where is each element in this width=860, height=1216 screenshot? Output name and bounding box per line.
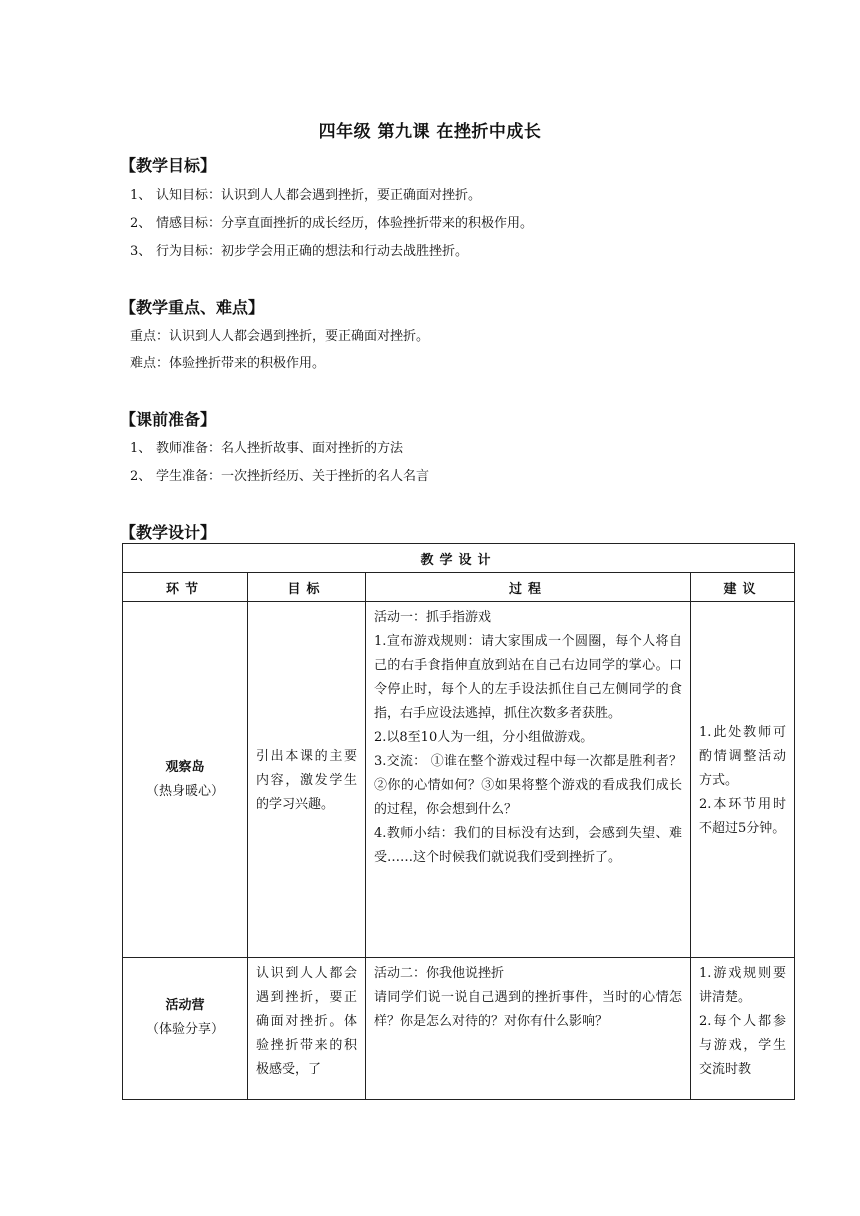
goal-cell xyxy=(248,958,366,1100)
key-points-heading: 【教学重点、难点】 xyxy=(120,298,265,317)
suggestion-cell xyxy=(691,602,795,958)
table-row xyxy=(123,602,795,958)
difficulty-item: 难点：体验挫折带来的积极作用。 xyxy=(130,356,326,371)
suggestion-line: 1.游戏规则要讲清楚。 xyxy=(699,966,787,1005)
objective-item xyxy=(130,240,468,259)
column-header-goal: 目标 xyxy=(248,573,366,602)
process-line: 1.宣布游戏规则：请大家围成一个圆圈，每个人将自己的右手食指伸直放到站在自己右边同学的掌心。口令停止时，每个人的左手设法抓住自己左侧同学的食指，右手应设法逃掉，抓住次数多者获胜。 xyxy=(374,634,682,721)
process-line: 2.以8至10人为一组，分小组做游戏。 xyxy=(374,730,594,745)
preparation-number: 2、 xyxy=(130,469,152,484)
stage-subtitle: （热身暖心） xyxy=(145,783,224,799)
stage-subtitle: （体验分享） xyxy=(145,1022,224,1037)
preparation-text: 学生准备：一次挫折经历、关于挫折的名人名言 xyxy=(156,469,430,484)
suggestion-cell xyxy=(691,958,795,1100)
objective-number: 3、 xyxy=(130,244,152,259)
suggestion-line: 2.本环节用时不超过5分钟。 xyxy=(699,796,787,836)
design-table xyxy=(122,543,795,1100)
process-line: 3.交流： ①谁在整个游戏过程中每一次都是胜利者？②你的心情如何？③如果将整个游戏的看成我们成长的过程，你会想到什么？ xyxy=(374,754,682,817)
objective-number: 1、 xyxy=(130,188,152,203)
objective-text: 认知目标：认识到人人都会遇到挫折，要正确面对挫折。 xyxy=(156,188,482,203)
table-title: 教学设计 xyxy=(123,544,795,573)
objective-number: 2、 xyxy=(130,216,152,231)
column-header-stage: 环节 xyxy=(123,573,248,602)
suggestion-line: 1.此处教师可酌情调整活动方式。 xyxy=(699,724,787,788)
key-point-item: 重点：认识到人人都会遇到挫折，要正确面对挫折。 xyxy=(130,329,430,344)
process-line: 活动二：你我他说挫折 xyxy=(374,966,505,981)
preparation-item xyxy=(130,465,429,484)
preparation-number: 1、 xyxy=(130,441,152,456)
stage-cell xyxy=(123,958,248,1100)
table-header-row xyxy=(123,573,795,602)
stage-cell xyxy=(123,602,248,958)
column-header-suggestion: 建议 xyxy=(691,573,795,602)
suggestion-line: 2.每个人都参与游戏，学生交流时教 xyxy=(699,1014,787,1077)
process-cell xyxy=(366,602,691,958)
process-cell xyxy=(366,958,691,1100)
design-heading: 【教学设计】 xyxy=(120,523,217,542)
process-line: 活动一：抓手指游戏 xyxy=(374,610,492,625)
table-title-row xyxy=(123,544,795,573)
goal-text: 引出本课的主要内容，激发学生的学习兴趣。 xyxy=(256,748,357,812)
preparation-heading: 【课前准备】 xyxy=(120,410,217,429)
process-line: 4.教师小结：我们的目标没有达到，会感到失望、难受……这个时候我们就说我们受到挫折了。 xyxy=(374,826,682,865)
stage-name: 观察岛 xyxy=(165,759,205,775)
column-header-process: 过程 xyxy=(366,573,691,602)
goal-text: 认识到人人都会遇到挫折，要正确面对挫折。体验挫折带来的积极感受，了 xyxy=(256,966,357,1077)
preparation-text: 教师准备：名人挫折故事、面对挫折的方法 xyxy=(156,441,404,456)
objective-item xyxy=(130,212,533,231)
page-title: 四年级 第九课 在挫折中成长 xyxy=(318,122,542,142)
objective-text: 行为目标：初步学会用正确的想法和行动去战胜挫折。 xyxy=(156,244,469,259)
process-line: 请同学们说一说自己遇到的挫折事件，当时的心情怎样？你是怎么对待的？对你有什么影响？ xyxy=(374,990,682,1029)
preparation-item xyxy=(130,437,403,456)
table-row xyxy=(123,958,795,1100)
goal-cell xyxy=(248,602,366,958)
objectives-heading: 【教学目标】 xyxy=(120,156,217,175)
objective-text: 情感目标：分享直面挫折的成长经历，体验挫折带来的积极作用。 xyxy=(156,216,534,231)
stage-name: 活动营 xyxy=(165,998,205,1013)
objective-item xyxy=(130,184,481,203)
